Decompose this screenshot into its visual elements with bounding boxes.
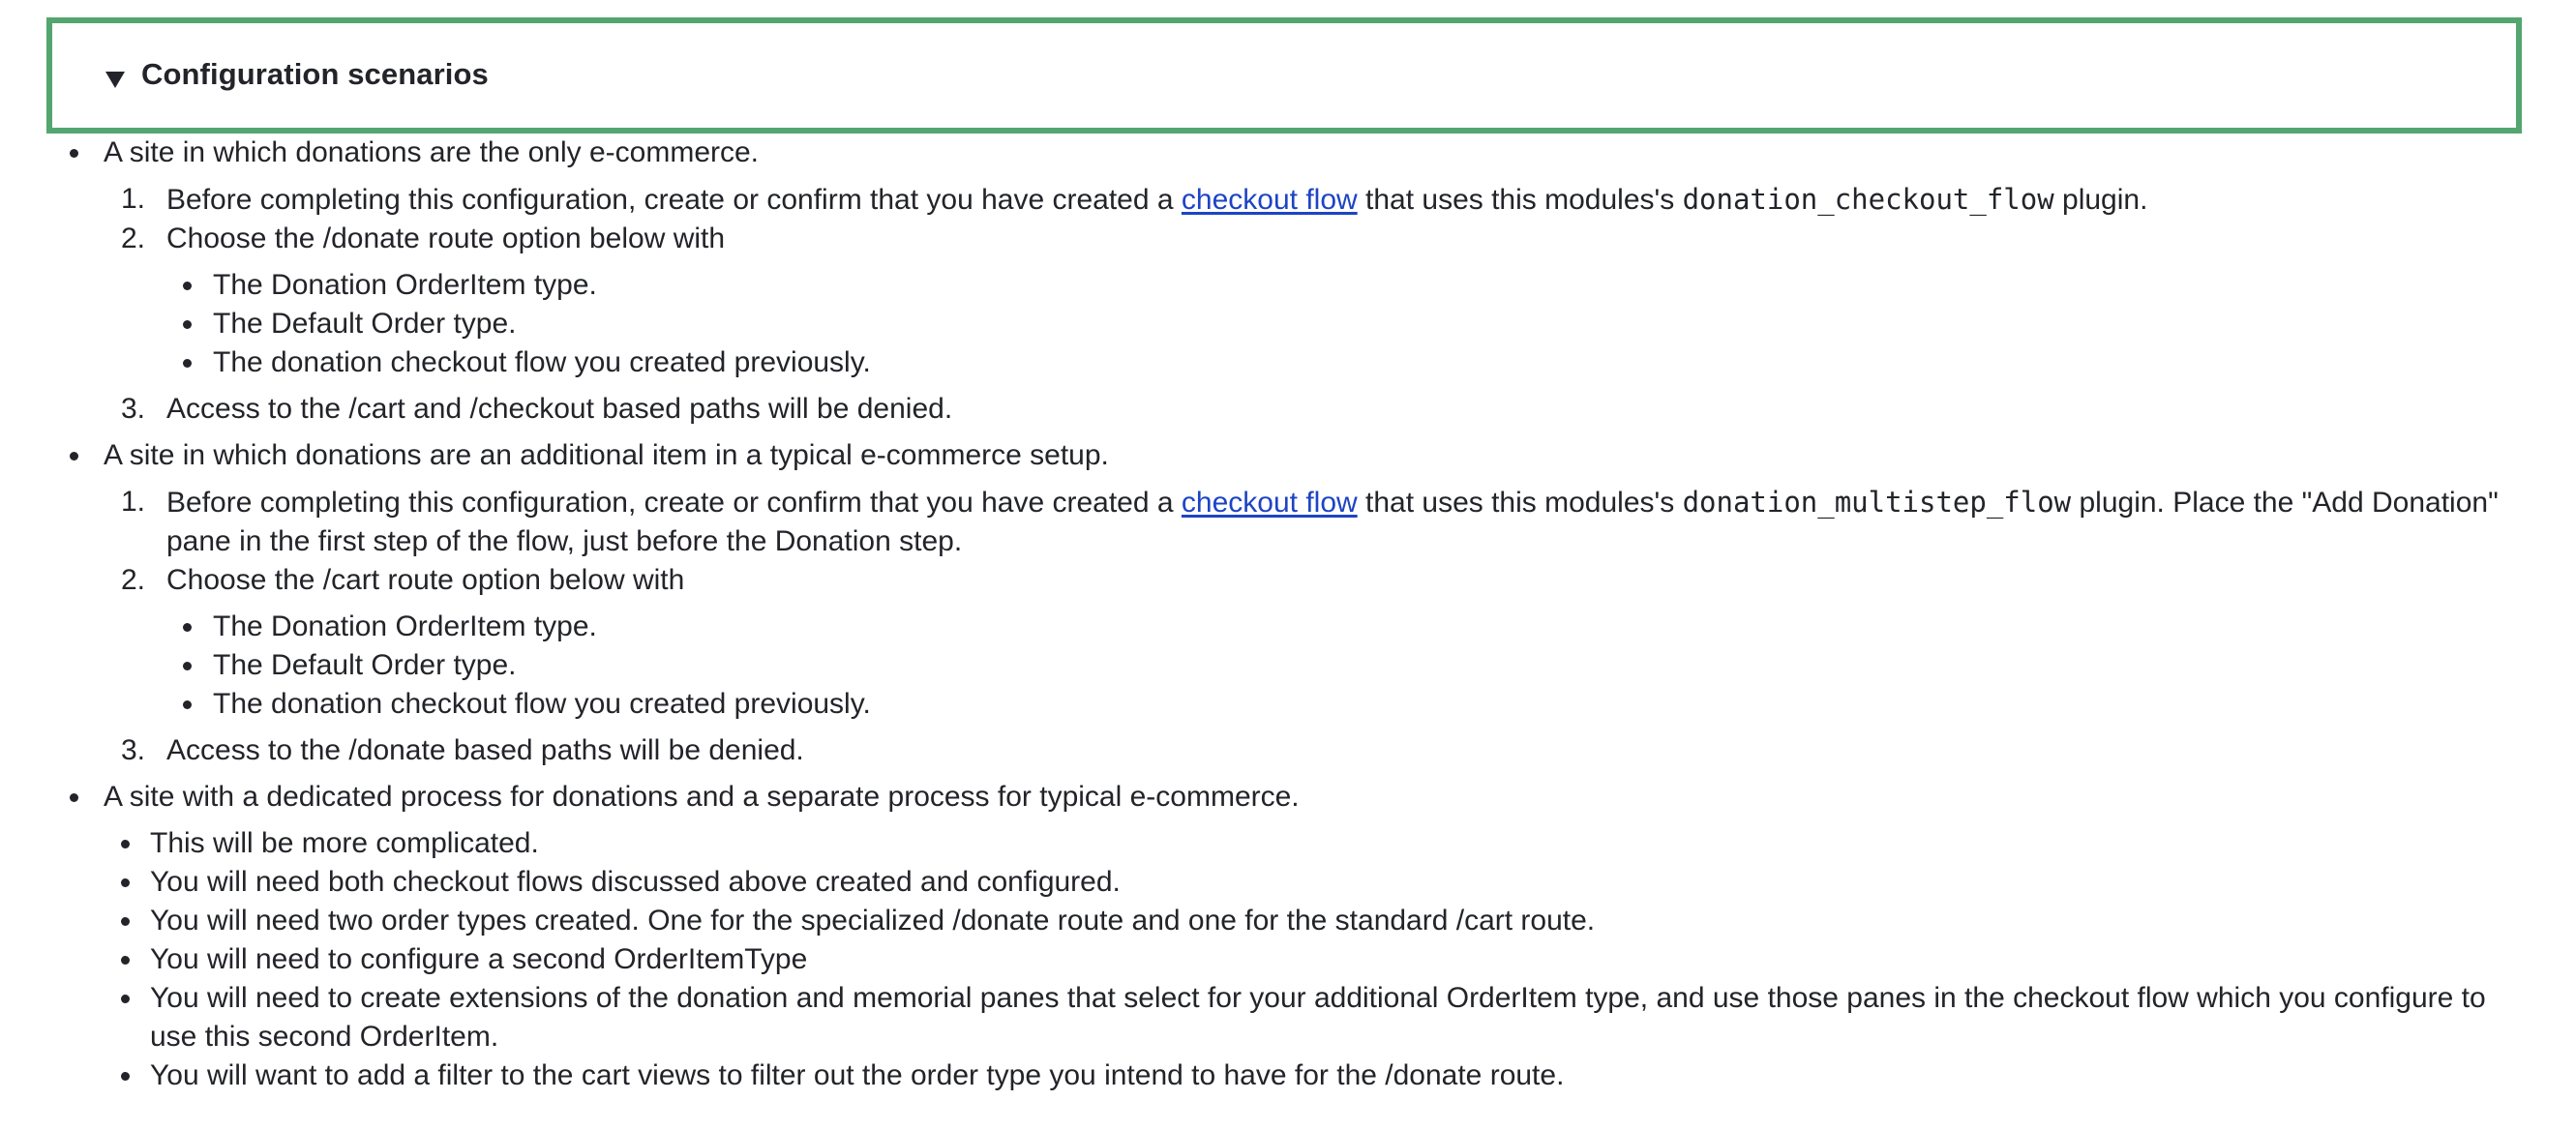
bullet-icon <box>70 452 78 461</box>
requirement-item <box>150 902 2526 940</box>
scenario-item <box>104 778 2526 1095</box>
route-options-list <box>166 608 2526 724</box>
plugin-code: donation_checkout_flow <box>1682 183 2054 216</box>
requirement-text: You will need both checkout flows discussed above created and configured. <box>150 866 1121 898</box>
summary-title: Configuration scenarios <box>141 57 489 91</box>
bullet-icon <box>121 917 130 926</box>
requirement-item <box>150 863 2526 902</box>
bullet-icon <box>183 700 192 709</box>
step-number: 2. <box>121 223 146 254</box>
bullet-icon <box>70 149 78 158</box>
step-text: Choose the /cart route option below with <box>166 564 685 596</box>
bullet-icon <box>70 793 78 802</box>
step-text: plugin. Place the "Add Donation" pane in the first step of the flow, just before the Donation step. <box>166 487 2499 557</box>
plugin-code: donation_multistep_flow <box>1682 486 2072 519</box>
requirement-item <box>150 1056 2526 1095</box>
requirement-text: You will need to configure a second OrderItemType <box>150 943 808 975</box>
bullet-icon <box>121 840 130 848</box>
route-option-item <box>213 305 2526 343</box>
requirement-text: This will be more complicated. <box>150 827 539 859</box>
step-text: Before completing this configuration, create or confirm that you have created a <box>166 487 1182 519</box>
scenario-item <box>104 436 2526 770</box>
bullet-icon <box>183 359 192 368</box>
step-item <box>121 483 2526 561</box>
step-number: 1. <box>121 486 146 518</box>
requirement-item <box>150 979 2526 1056</box>
checkout-flow-link[interactable]: checkout flow <box>1181 487 1358 519</box>
requirement-item <box>150 940 2526 979</box>
route-option-item <box>213 646 2526 685</box>
route-option-item <box>213 343 2526 382</box>
route-option-text: The Donation OrderItem type. <box>213 269 597 301</box>
route-option-item <box>213 608 2526 646</box>
step-item <box>121 390 2526 429</box>
route-option-item <box>213 685 2526 724</box>
bullet-icon <box>183 320 192 329</box>
bullet-icon <box>183 623 192 632</box>
step-item <box>121 561 2526 724</box>
route-option-text: The Donation OrderItem type. <box>213 610 597 642</box>
step-text: Access to the /donate based paths will be denied. <box>166 734 804 766</box>
scenario-item <box>104 134 2526 429</box>
step-text: plugin. <box>2053 184 2148 216</box>
step-text: Before completing this configuration, create or confirm that you have created a <box>166 184 1182 216</box>
step-text: that uses this modules's <box>1357 487 1683 519</box>
route-option-text: The donation checkout flow you created previously. <box>213 688 871 720</box>
step-number: 3. <box>121 393 146 425</box>
steps-list <box>104 483 2526 770</box>
bullet-icon <box>121 995 130 1003</box>
requirement-item <box>150 824 2526 863</box>
scenario-title: A site in which donations are the only e-commerce. <box>104 136 760 168</box>
step-item <box>121 220 2526 382</box>
step-item <box>121 731 2526 770</box>
requirement-text: You will need two order types created. One for the specialized /donate route and one for the standard /cart route. <box>150 905 1596 937</box>
step-number: 2. <box>121 564 146 596</box>
route-option-text: The Default Order type. <box>213 308 517 340</box>
step-number: 1. <box>121 183 146 215</box>
requirement-text: You will want to add a filter to the cart views to filter out the order type you intend to have for the /donate route. <box>150 1059 1565 1091</box>
step-number: 3. <box>121 734 146 766</box>
route-options-list <box>166 266 2526 382</box>
route-option-item <box>213 266 2526 305</box>
disclosure-triangle-down-icon[interactable] <box>105 72 125 88</box>
route-option-text: The Default Order type. <box>213 649 517 681</box>
scenario-title: A site with a dedicated process for donations and a separate process for typical e-commerce. <box>104 781 1300 813</box>
scenario-title: A site in which donations are an additional item in a typical e-commerce setup. <box>104 439 1109 471</box>
steps-list <box>104 180 2526 429</box>
bullet-icon <box>183 282 192 290</box>
checkout-flow-link[interactable]: checkout flow <box>1181 184 1358 216</box>
requirement-text: You will need to create extensions of the donation and memorial panes that select for your additional OrderItem type, and use those panes in the checkout flow which you configure to use this second OrderItem. <box>150 982 2486 1053</box>
bullet-icon <box>121 1072 130 1081</box>
bullet-icon <box>121 956 130 965</box>
bullet-icon <box>121 878 130 887</box>
configuration-scenarios-summary[interactable] <box>46 17 2522 134</box>
step-text: Choose the /donate route option below with <box>166 223 726 254</box>
step-text: Access to the /cart and /checkout based paths will be denied. <box>166 393 953 425</box>
requirements-list <box>104 824 2526 1095</box>
scenarios-list <box>0 134 2526 1095</box>
step-item <box>121 180 2526 220</box>
route-option-text: The donation checkout flow you created previously. <box>213 346 871 378</box>
bullet-icon <box>183 662 192 670</box>
step-text: that uses this modules's <box>1357 184 1683 216</box>
scenarios-content <box>0 134 2526 1095</box>
